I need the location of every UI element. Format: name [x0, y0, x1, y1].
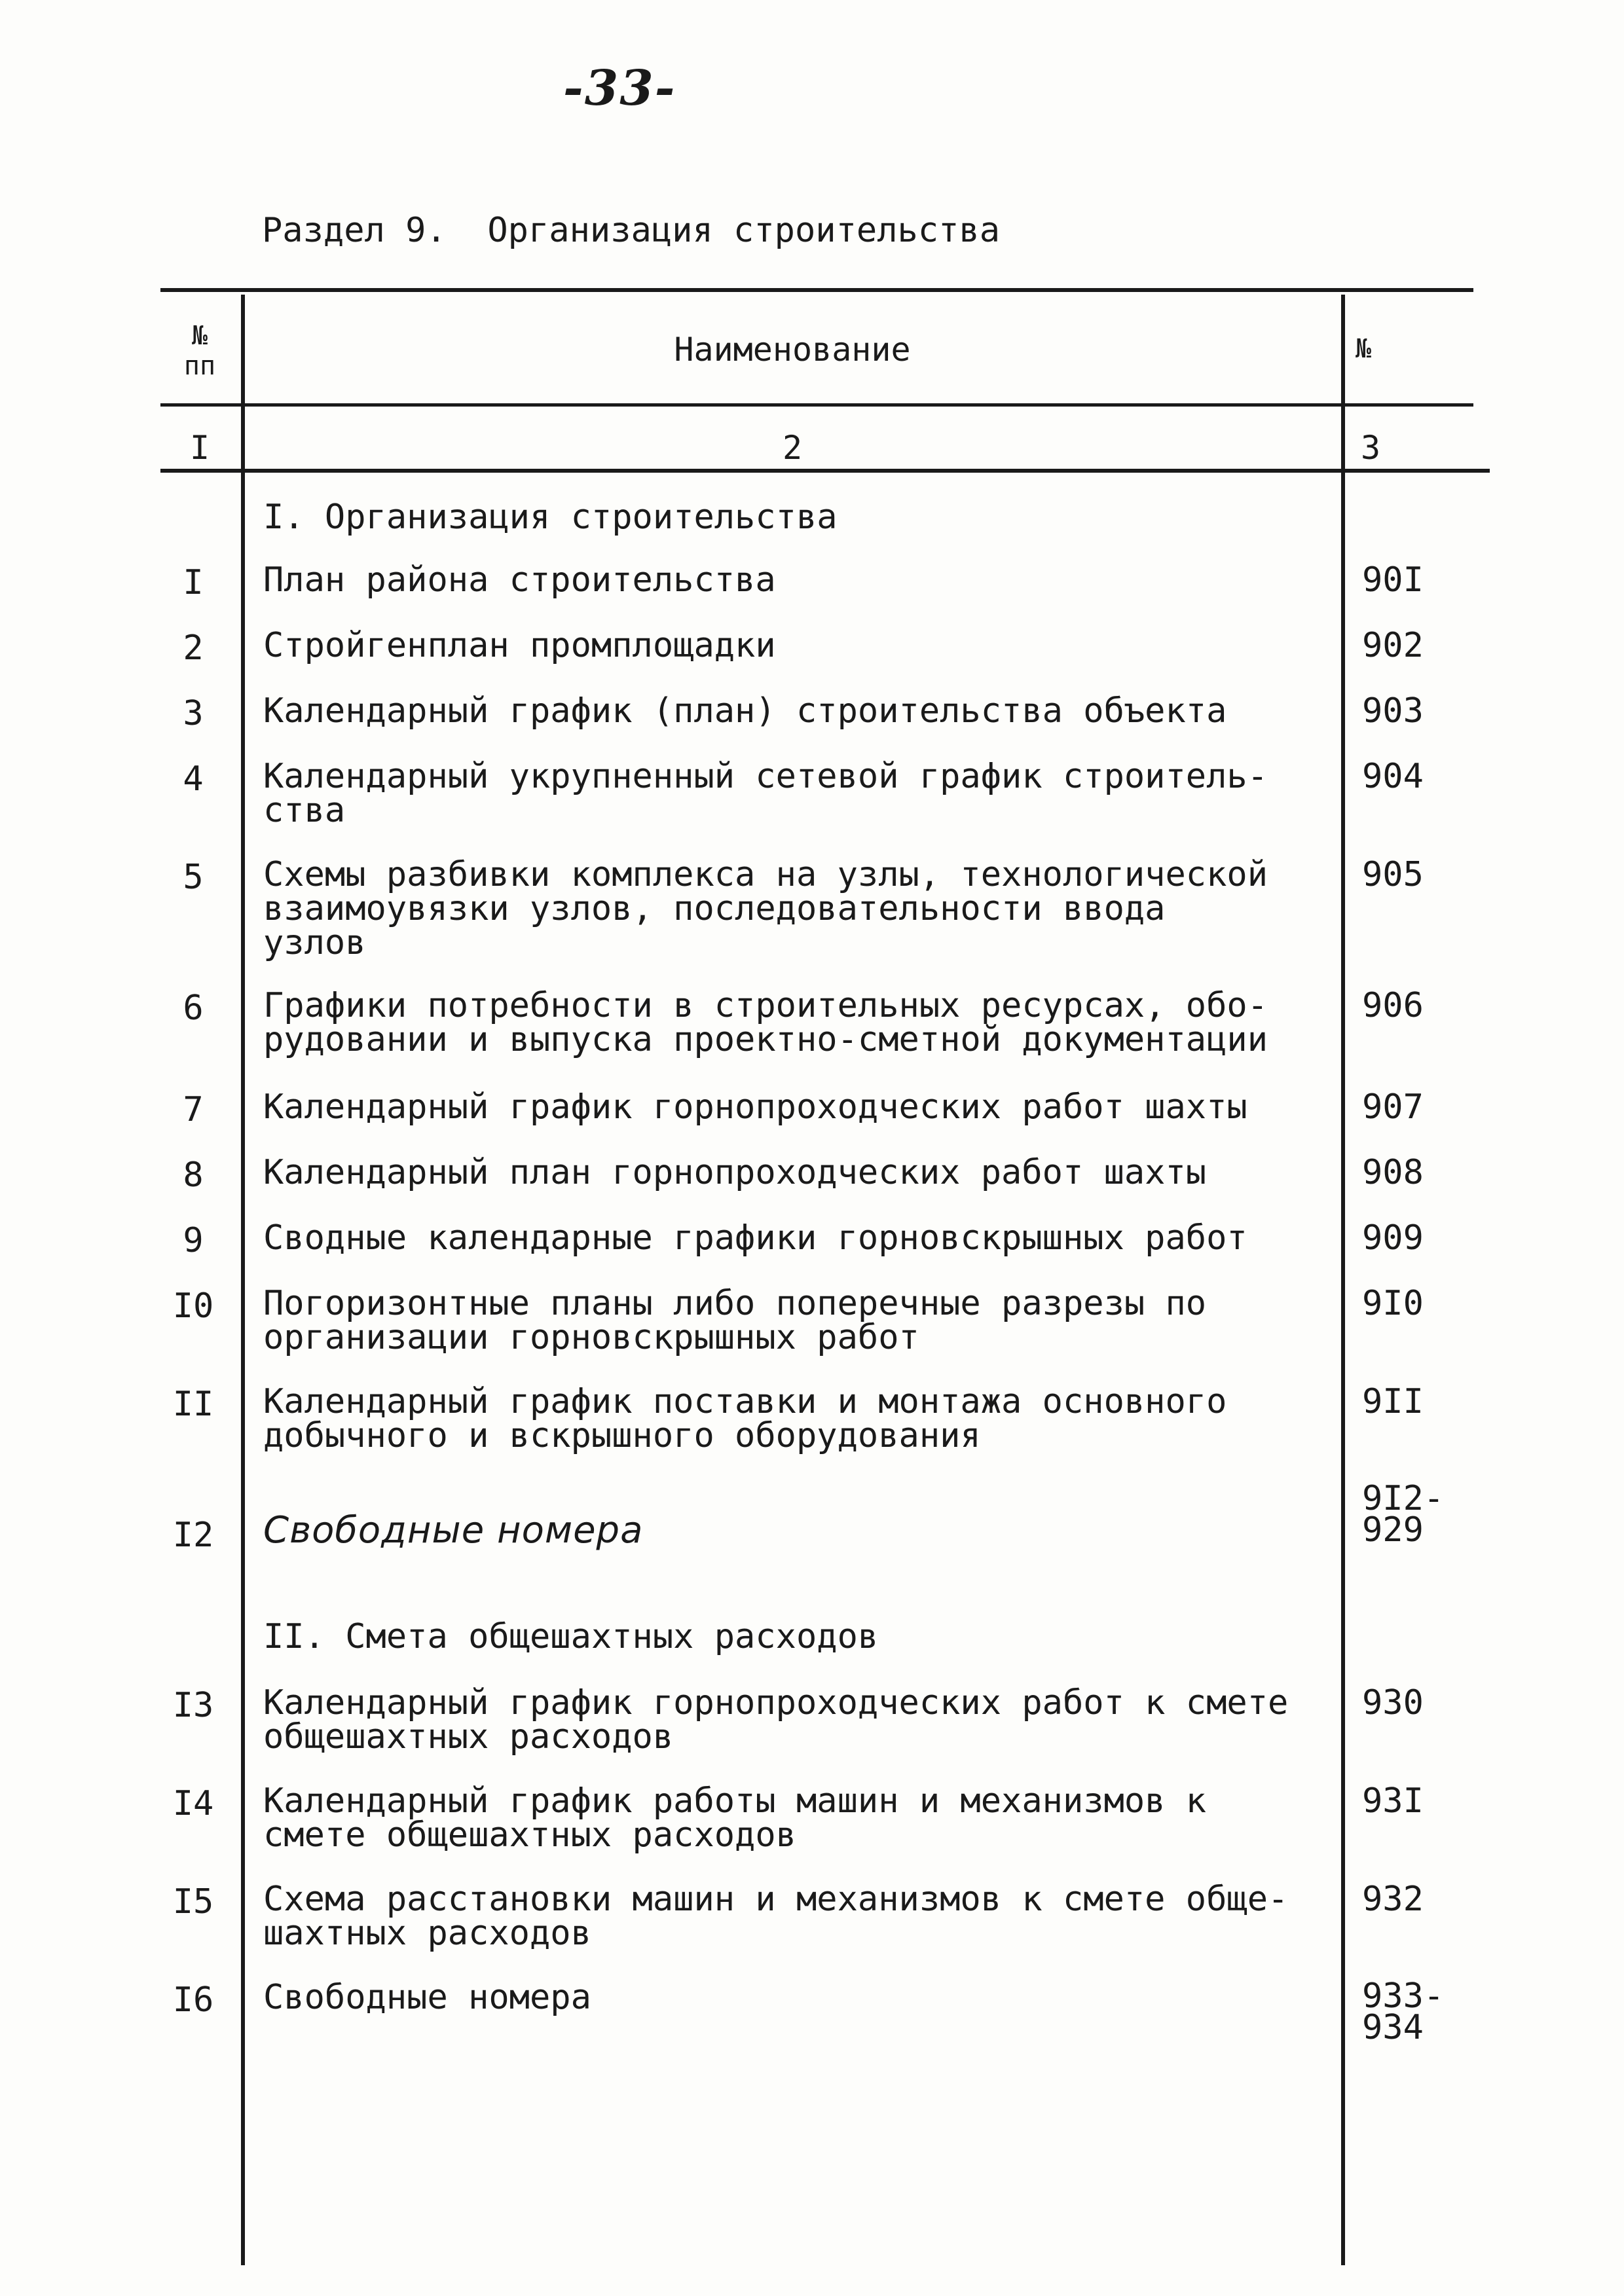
column-number-2: 2 — [782, 429, 803, 467]
row-code: 903 — [1362, 691, 1424, 731]
row-name: Погоризонтные планы либо поперечные разрезы по организации горновскрышных работ — [263, 1284, 1207, 1357]
row-number: I2 — [172, 1516, 214, 1555]
row-name: Свободные номера — [263, 1978, 591, 2017]
row-name: План района строительства — [263, 560, 776, 600]
row-code: 909 — [1362, 1218, 1424, 1258]
row-name: Графики потребности в строительных ресурсах, обо- рудовании и выпуска проектно-сметной документации — [263, 986, 1268, 1059]
row-name: Стройгенплан промплощадки — [263, 626, 776, 665]
row-number: 2 — [183, 629, 204, 668]
group-heading-1: I. Организация строительства — [263, 498, 838, 537]
row-number: I5 — [172, 1882, 214, 1922]
row-code: 902 — [1362, 626, 1424, 665]
row-code: 932 — [1362, 1880, 1424, 1919]
row-name: Схемы разбивки комплекса на узлы, технологической взаимоувязки узлов, последовательности ввода узлов — [263, 855, 1268, 962]
column-number-3: 3 — [1361, 429, 1381, 467]
row-number: 8 — [183, 1156, 204, 1195]
row-number: I — [183, 563, 204, 602]
row-name: Календарный план горнопроходческих работ шахты — [263, 1153, 1207, 1192]
row-number: 7 — [183, 1090, 204, 1129]
row-name: Схема расстановки машин и механизмов к смете обще- шахтных расходов — [263, 1880, 1289, 1953]
section-title: Раздел 9. Организация строительства — [262, 211, 1001, 250]
row-name: Календарный график (план) строительства объекта — [263, 691, 1227, 731]
row-code: 93I — [1362, 1781, 1424, 1821]
column-numbers-rule — [160, 469, 1490, 473]
row-number: 4 — [183, 759, 204, 799]
row-name: Календарный график работы машин и механизмов к смете общешахтных расходов — [263, 1781, 1207, 1855]
header-num: № пп — [183, 321, 216, 381]
group-heading-2: II. Смета общешахтных расходов — [263, 1617, 879, 1656]
row-number: II — [172, 1385, 214, 1424]
row-number: 5 — [183, 858, 204, 897]
row-code: 9II — [1362, 1382, 1424, 1421]
table-top-rule — [160, 288, 1473, 292]
row-number: I0 — [172, 1286, 214, 1326]
row-number: 3 — [183, 694, 204, 733]
header-name: Наименование — [674, 331, 911, 369]
row-code: 904 — [1362, 757, 1424, 796]
row-name: Сводные календарные графики горновскрышных работ — [263, 1218, 1247, 1258]
row-code: 906 — [1362, 986, 1424, 1025]
row-name-handwritten: Свободные номера — [263, 1509, 644, 1552]
row-name: Календарный график поставки и монтажа основного добычного и вскрышного оборудования — [263, 1382, 1227, 1455]
row-code: 905 — [1362, 855, 1424, 894]
row-number: I4 — [172, 1784, 214, 1823]
row-code: 907 — [1362, 1087, 1424, 1127]
row-code: 90I — [1362, 560, 1424, 600]
column-divider-right — [1341, 295, 1345, 2265]
row-number: 9 — [183, 1221, 204, 1260]
header-code: № — [1356, 334, 1372, 364]
column-number-1: I — [189, 429, 210, 467]
page-number: -33- — [563, 60, 676, 117]
row-name: Календарный укрупненный сетевой график строитель- ства — [263, 757, 1268, 830]
row-name: Календарный график горнопроходческих работ к смете общешахтных расходов — [263, 1683, 1289, 1757]
row-number: 6 — [183, 989, 204, 1028]
row-name: Календарный график горнопроходческих работ шахты — [263, 1087, 1247, 1127]
row-code: 930 — [1362, 1683, 1424, 1722]
header-bottom-rule — [160, 403, 1473, 407]
row-code: 9I0 — [1362, 1284, 1424, 1323]
row-code: 933- 934 — [1362, 1977, 1445, 2047]
row-code: 908 — [1362, 1153, 1424, 1192]
row-number: I3 — [172, 1686, 214, 1725]
row-number: I6 — [172, 1980, 214, 2020]
row-code: 9I2- 929 — [1362, 1479, 1445, 1550]
column-divider-left — [241, 295, 245, 2265]
